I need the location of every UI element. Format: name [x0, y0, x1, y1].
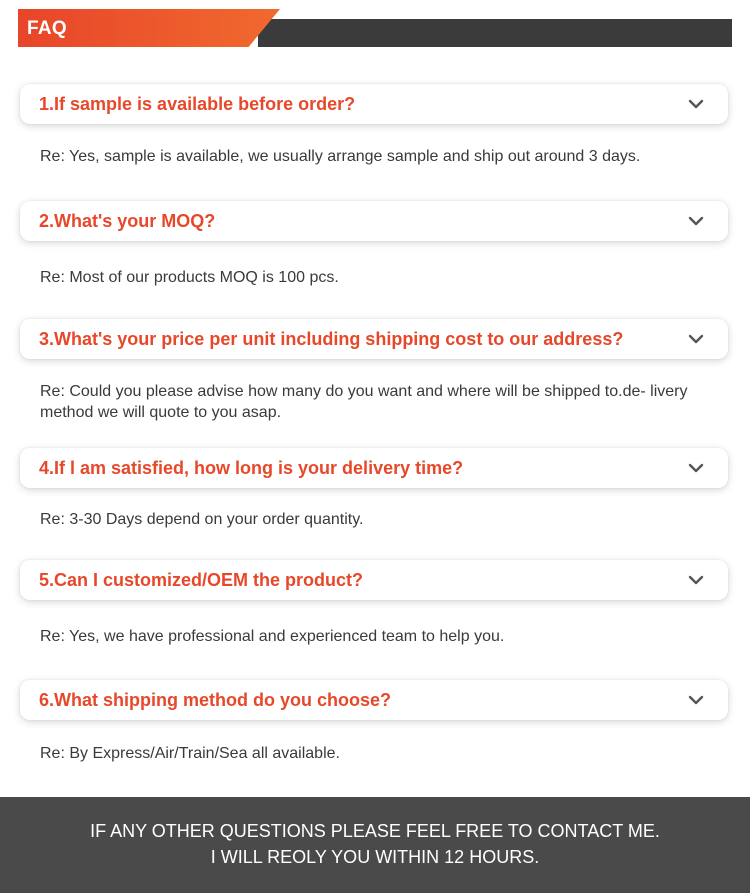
faq-question-3[interactable] [20, 319, 728, 359]
question-text: 6.What shipping method do you choose? [39, 690, 391, 710]
faq-title: FAQ [27, 18, 67, 39]
chevron-down-icon [688, 572, 704, 588]
chevron-down-icon [688, 213, 704, 229]
question-text: 2.What's your MOQ? [39, 211, 216, 231]
faq-header [18, 9, 732, 49]
header-dark-bar [258, 19, 732, 47]
contact-footer [0, 797, 750, 893]
faq-answer-6: Re: By Express/Air/Train/Sea all available. [40, 745, 340, 762]
faq-question-2[interactable] [20, 201, 728, 241]
question-text: 3.What's your price per unit including shipping cost to our address? [39, 329, 624, 349]
footer-line-1: IF ANY OTHER QUESTIONS PLEASE FEEL FREE TO CONTACT ME. [90, 821, 660, 841]
faq-question-6[interactable] [20, 680, 728, 720]
faq-answer-1: Re: Yes, sample is available, we usually arrange sample and ship out around 3 days. [40, 148, 641, 165]
faq-answer-3: Re: Could you please advise how many do you want and where will be shipped to.de- livery method we will quote to you asap. [40, 383, 688, 421]
chevron-down-icon [688, 692, 704, 708]
chevron-down-icon [688, 460, 704, 476]
faq-question-5[interactable] [20, 560, 728, 600]
faq-answer-2: Re: Most of our products MOQ is 100 pcs. [40, 269, 339, 286]
chevron-down-icon [688, 331, 704, 347]
question-text: 5.Can I customized/OEM the product? [39, 570, 364, 590]
faq-answer-4: Re: 3-30 Days depend on your order quantity. [40, 511, 364, 528]
faq-question-1[interactable] [20, 84, 728, 124]
faq-question-4[interactable] [20, 448, 728, 488]
footer-line-2: I WILL REOLY YOU WITHIN 12 HOURS. [210, 847, 540, 867]
faq-answer-5: Re: Yes, we have professional and experienced team to help you. [40, 628, 505, 645]
question-text: 4.If l am satisfied, how long is your delivery time? [39, 458, 464, 478]
chevron-down-icon [688, 96, 704, 112]
question-text: 1.If sample is available before order? [39, 94, 356, 114]
